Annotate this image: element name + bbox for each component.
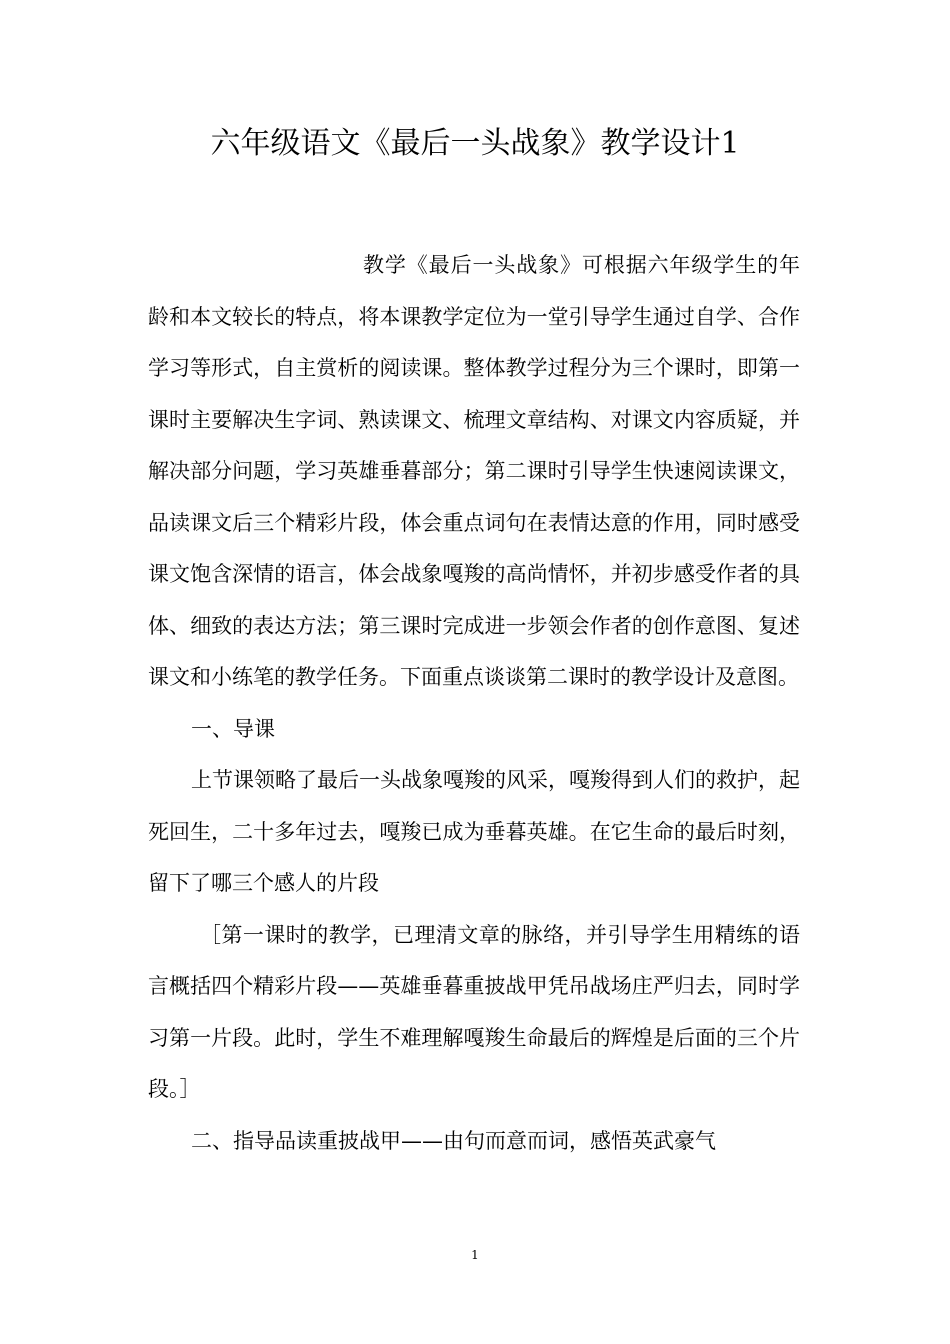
page-number: 1 — [471, 1248, 479, 1262]
design-note-paragraph: ［第一课时的教学，已理清文章的脉络，并引导学生用精练的语言概括四个精彩片段——英雄垂暮重披战甲凭吊战场庄严归去，同时学习第一片段。此时，学生不难理解嘎羧生命最后的辉煌是后面的三个片段。］ — [148, 922, 800, 1101]
section-heading-intro: 一、导课 — [191, 716, 275, 741]
document-body — [148, 240, 800, 1167]
section-heading-reading: 二、指导品读重披战甲——由句而意而词，感悟英武豪气 — [191, 1128, 716, 1153]
lesson-paragraph: 上节课领略了最后一头战象嘎羧的风采，嘎羧得到人们的救护，起死回生，二十多年过去，嘎羧已成为垂暮英雄。在它生命的最后时刻，留下了哪三个感人的片段 — [148, 768, 800, 895]
document-title: 六年级语文《最后一头战象》教学设计1 — [210, 126, 740, 161]
intro-paragraph: 教学《最后一头战象》可根据六年级学生的年龄和本文较长的特点，将本课教学定位为一堂引导学生通过自学、合作学习等形式，自主赏析的阅读课。整体教学过程分为三个课时，即第一课时主要解决生字词、熟读课文、梳理文章结构、对课文内容质疑，并解决部分问题，学习英雄垂暮部分；第二课时引导学生快速阅读课文，品读课文后三个精彩片段，体会重点词句在表情达意的作用，同时感受课文饱含深情的语言，体会战象嘎羧的高尚情怀，并初步感受作者的具体、细致的表达方法；第三课时完成进一步领会作者的创作意图、复述课文和小练笔的教学任务。下面重点谈谈第二课时的教学设计及意图。 — [148, 253, 800, 689]
